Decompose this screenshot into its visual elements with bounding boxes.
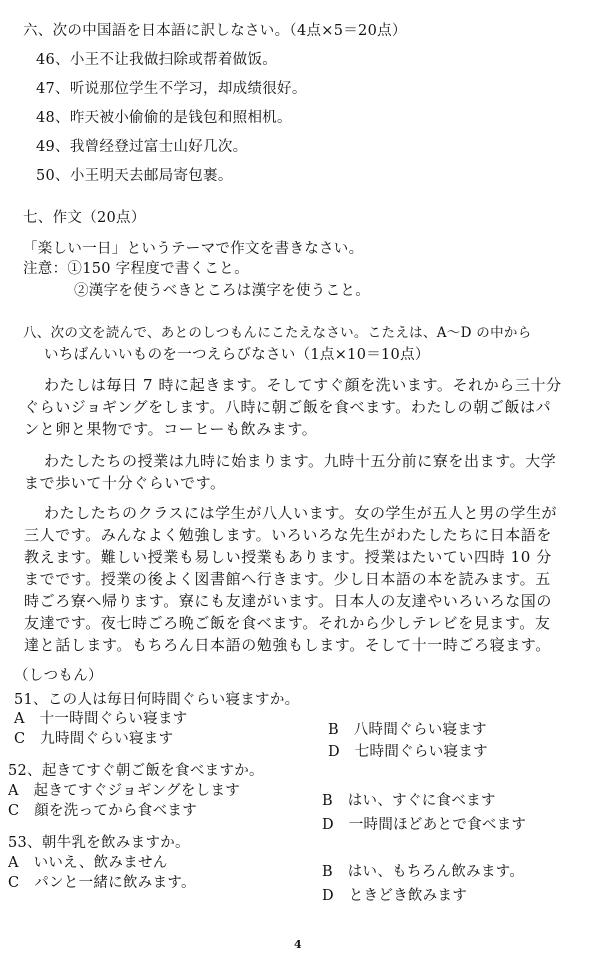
section7-heading: 七、作文（20点）	[23, 210, 146, 226]
passage-line: 達と話します。もちろん日本語の勉強もします。そして十一時ごろ寝ます。	[24, 636, 551, 654]
item-49: 49、我曾经登过富士山好几次。	[36, 139, 248, 155]
q53-option-a: A いいえ、飲みません	[8, 855, 168, 871]
section8-heading-line1: 八、次の文を読んで、あとのしつもんにこたえなさい。こたえは、A～D の中から	[23, 325, 532, 341]
passage-line: ぐらいジョギングをします。八時に朝ご飯を食べます。わたしの朝ご飯はパ	[24, 398, 552, 416]
questions-label: （しつもん）	[14, 668, 103, 684]
q53-option-c: C パンと一緒に飲みます。	[8, 875, 196, 891]
q52-option-d: D 一時間ほどあとで食べます	[322, 817, 527, 833]
q53-option-d: D ときどき飲みます	[322, 888, 468, 904]
essay-note-2: ②漢字を使うべきところは漢字を使うこと。	[74, 283, 370, 299]
q53-option-b: B はい、もちろん飲みます。	[322, 864, 525, 880]
section6-heading: 六、次の中国語を日本語に訳しなさい。（4点×5＝20点）	[23, 23, 407, 39]
q51-option-c: C 九時間ぐらい寝ます	[14, 731, 174, 747]
question-52: 52、起きてすぐ朝ご飯を食べますか。	[8, 763, 264, 779]
essay-note-1: 注意：①150 字程度で書くこと。	[23, 261, 249, 277]
passage-line: まで歩いて十分ぐらいです。	[24, 474, 226, 492]
item-48: 48、昨天被小偷偷的是钱包和照相机。	[36, 110, 292, 126]
passage-line: わたしたちのクラスには学生が八人います。女の学生が五人と男の学生が	[44, 504, 558, 522]
question-53: 53、朝牛乳を飲みますか。	[8, 835, 190, 851]
item-50: 50、小王明天去邮局寄包裹。	[36, 168, 233, 184]
q51-option-a: A 十一時間ぐらい寝ます	[14, 711, 188, 727]
passage-line: 友達です。夜七時ごろ晩ご飯を食べます。それから少しテレビを見ます。友	[24, 614, 551, 632]
q52-option-a: A 起きてすぐジョギングをします	[8, 783, 241, 799]
q51-option-b: B 八時間ぐらい寝ます	[328, 722, 487, 738]
page-number: 4	[294, 938, 302, 951]
q52-option-c: C 顔を洗ってから食べます	[8, 803, 197, 819]
passage-line: わたしたちの授業は九時に始まります。九時十五分前に寮を出ます。大学	[44, 452, 557, 470]
item-47: 47、听说那位学生不学习，却成绩很好。	[36, 81, 307, 97]
question-51: 51、この人は毎日何時間ぐらい寝ますか。	[14, 692, 300, 708]
passage-line: わたしは毎日 7 時に起きます。そしてすぐ顔を洗います。それから三十分	[44, 376, 562, 394]
q51-option-d: D 七時間ぐらい寝ます	[328, 744, 488, 760]
passage-line: 時ごろ寮へ帰ります。寮にも友達がいます。日本人の友達やいろいろな国の	[24, 592, 553, 610]
passage-line: ンと卵と果物です。コーヒーも飲みます。	[24, 420, 318, 438]
essay-prompt: 「楽しい一日」というテーマで作文を書きなさい。	[23, 241, 364, 257]
passage-line: 教えます。難しい授業も易しい授業もあります。授業はたいてい四時 10 分	[24, 548, 552, 566]
item-46: 46、小王不让我做扫除或帮着做饭。	[36, 52, 278, 68]
q52-option-b: B はい、すぐに食べます	[322, 793, 496, 809]
passage-line: 三人です。みんなよく勉強します。いろいろな先生がわたしたちに日本語を	[24, 526, 553, 544]
passage-line: までです。授業の後よく図書館へ行きます。少し日本語の本を読みます。五	[24, 570, 551, 588]
section8-heading-line2: いちばんいいものを一つえらびなさい（1点×10＝10点）	[44, 347, 430, 363]
